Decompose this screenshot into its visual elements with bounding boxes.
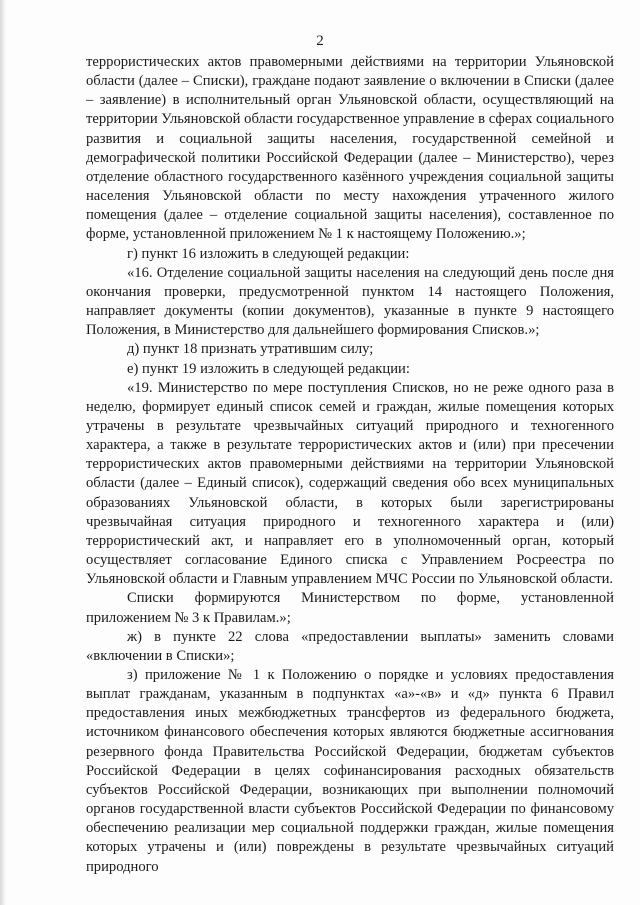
document-body: [86, 53, 614, 877]
paragraph: г) пункт 16 изложить в следующей редакции:: [127, 245, 410, 262]
scan-edge-shadow: [0, 0, 6, 905]
paragraph: е) пункт 19 изложить в следующей редакции:: [127, 360, 410, 377]
paragraph: Списки формируются Министерством по форме, установленной приложением № 3 к Правилам.»;: [86, 590, 614, 626]
paragraph: «19. Министерство по мере поступления Списков, но не реже одного раза в неделю, формирует единый список семей и граждан, жилые помещения которых утрачены в результате чрезвычайных ситуаций природного и техногенного характера, а также в результате террористических актов и (или) при пресечении террористических актов правомерными действиями на территории Ульяновской области (далее – Единый список), содержащий сведения обо всех муниципальных образованиях Ульяновской области, в которых были зарегистрированы чрезвычайная ситуация природного и техногенного характера и (или) террористический акт, и направляет его в уполномоченный орган, который осуществляет согласование Единого списка с Управлением Росреестра по Ульяновской области и Главным управлением МЧС России по Ульяновской области.: [86, 379, 614, 588]
page-number: 2: [316, 33, 324, 49]
paragraph: д) пункт 18 признать утратившим силу;: [127, 341, 374, 358]
paragraph: з) приложение № 1 к Положению о порядке и условиях предоставления выплат гражданам, указанным в подпунктах «а»-«в» и «д» пункта 6 Правил предоставления иных межбюджетных трансфертов из федерального бюджета, источником финансового обеспечения которых являются бюджетные ассигнования резервного фонда Правительства Российской Федерации, бюджетам субъектов Российской Федерации в целях софинансирования расходных обязательств субъектов Российской Федерации, возникающих при выполнении полномочий органов государственной власти субъектов Российской Федерации по финансовому обеспечению реализации мер социальной поддержки граждан, жилые помещения которых утрачены и (или) повреждены в результате чрезвычайных ситуаций природного: [86, 667, 614, 875]
paragraph: «16. Отделение социальной защиты населения на следующий день после дня окончания проверки, предусмотренной пунктом 14 настоящего Положения, направляет документы (копии документов), указанные в пункте 9 настоящего Положения, в Министерство для дальнейшего формирования Списков.»;: [86, 264, 614, 339]
paragraph: террористических актов правомерными действиями на территории Ульяновской области (далее – Списки), граждане подают заявление о включении в Списки (далее – заявление) в исполнительный орган Ульяновской области, осуществляющий на территории Ульяновской области государственное управление в сферах социального развития и социальной защиты населения, государственной семейной и демографической политики Российской Федерации (далее – Министерство), через отделение областного государственного казённого учреждения социальной защиты населения Ульяновской области по месту нахождения утраченного жилого помещения (далее – отделение социальной защиты населения), составленное по форме, установленной приложением № 1 к настоящему Положению.»;: [86, 54, 614, 243]
paragraph: ж) в пункте 22 слова «предоставлении выплаты» заменить словами «включении в Списки»;: [86, 628, 614, 664]
